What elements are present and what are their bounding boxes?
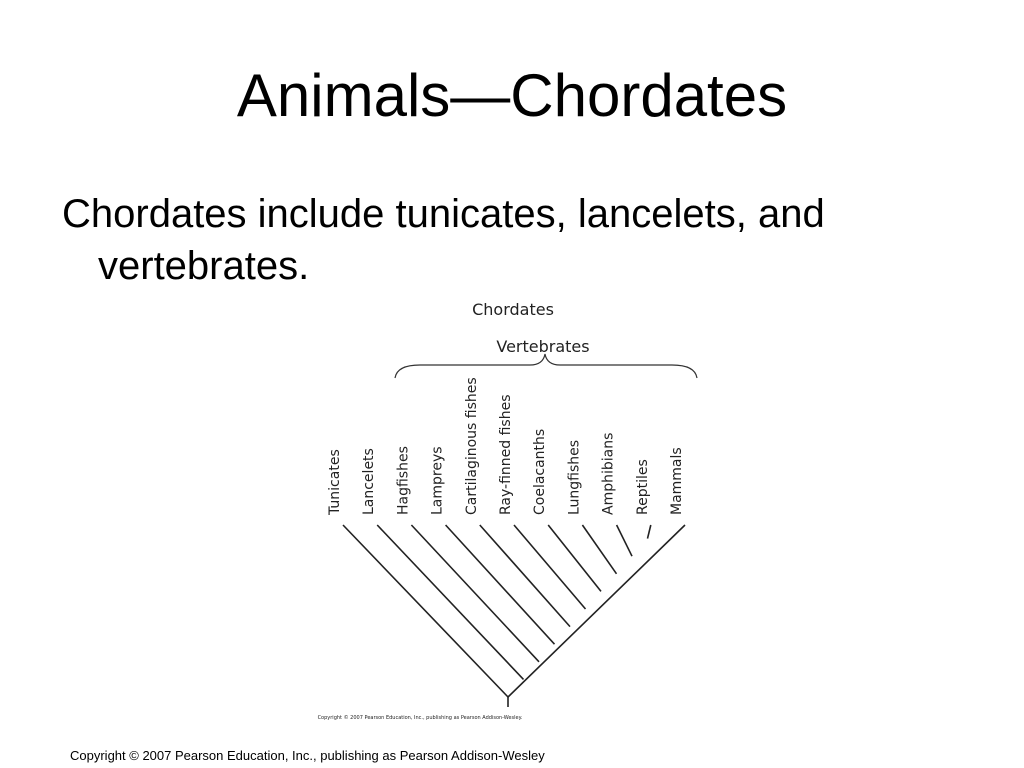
taxon-label: Lungfishes (566, 439, 583, 515)
body-text (62, 188, 962, 292)
taxon-label: Ray-finned fishes (498, 394, 514, 515)
branch-lungfishes (582, 525, 616, 574)
branch-lampreys (446, 525, 555, 644)
taxon-label: Tunicates (327, 449, 343, 515)
cladogram-tree (343, 525, 685, 707)
cladogram-spine (508, 525, 685, 697)
vertebrates-label: Vertebrates (496, 337, 590, 356)
taxon-label: Hagfishes (395, 446, 412, 515)
branch-hagfishes (411, 525, 539, 662)
taxon-label: Cartilaginous fishes (463, 377, 480, 515)
branch-coelacanths (548, 525, 601, 591)
taxon-label: Lancelets (361, 448, 378, 515)
branch-ray-finned-fishes (514, 525, 586, 609)
slide-footer: Copyright © 2007 Pearson Education, Inc., publishing as Pearson Addison-Wesley (70, 748, 545, 763)
taxon-label: Coelacanths (532, 428, 549, 515)
taxon-label: Reptiles (634, 459, 651, 515)
vertebrates-bracket (395, 354, 697, 378)
branch-reptiles (648, 525, 651, 539)
branch-lancelets (377, 525, 523, 679)
taxon-labels (327, 377, 685, 516)
image-credit: Copyright © 2007 Pearson Education, Inc., publishing as Pearson Addison-Wesley. (317, 715, 523, 721)
taxon-label: Lampreys (429, 446, 446, 515)
slide-title: Animals—Chordates (236, 62, 788, 129)
branch-tunicates (343, 525, 508, 697)
body-text-line-2: vertebrates. (98, 244, 310, 288)
body-text-line-1: Chordates include tunicates, lancelets, and (62, 192, 825, 236)
chordate-cladogram (300, 290, 720, 730)
taxon-label: Mammals (669, 447, 685, 515)
chordates-label: Chordates (472, 300, 554, 319)
taxon-label: Amphibians (600, 432, 617, 515)
branch-amphibians (617, 525, 632, 556)
